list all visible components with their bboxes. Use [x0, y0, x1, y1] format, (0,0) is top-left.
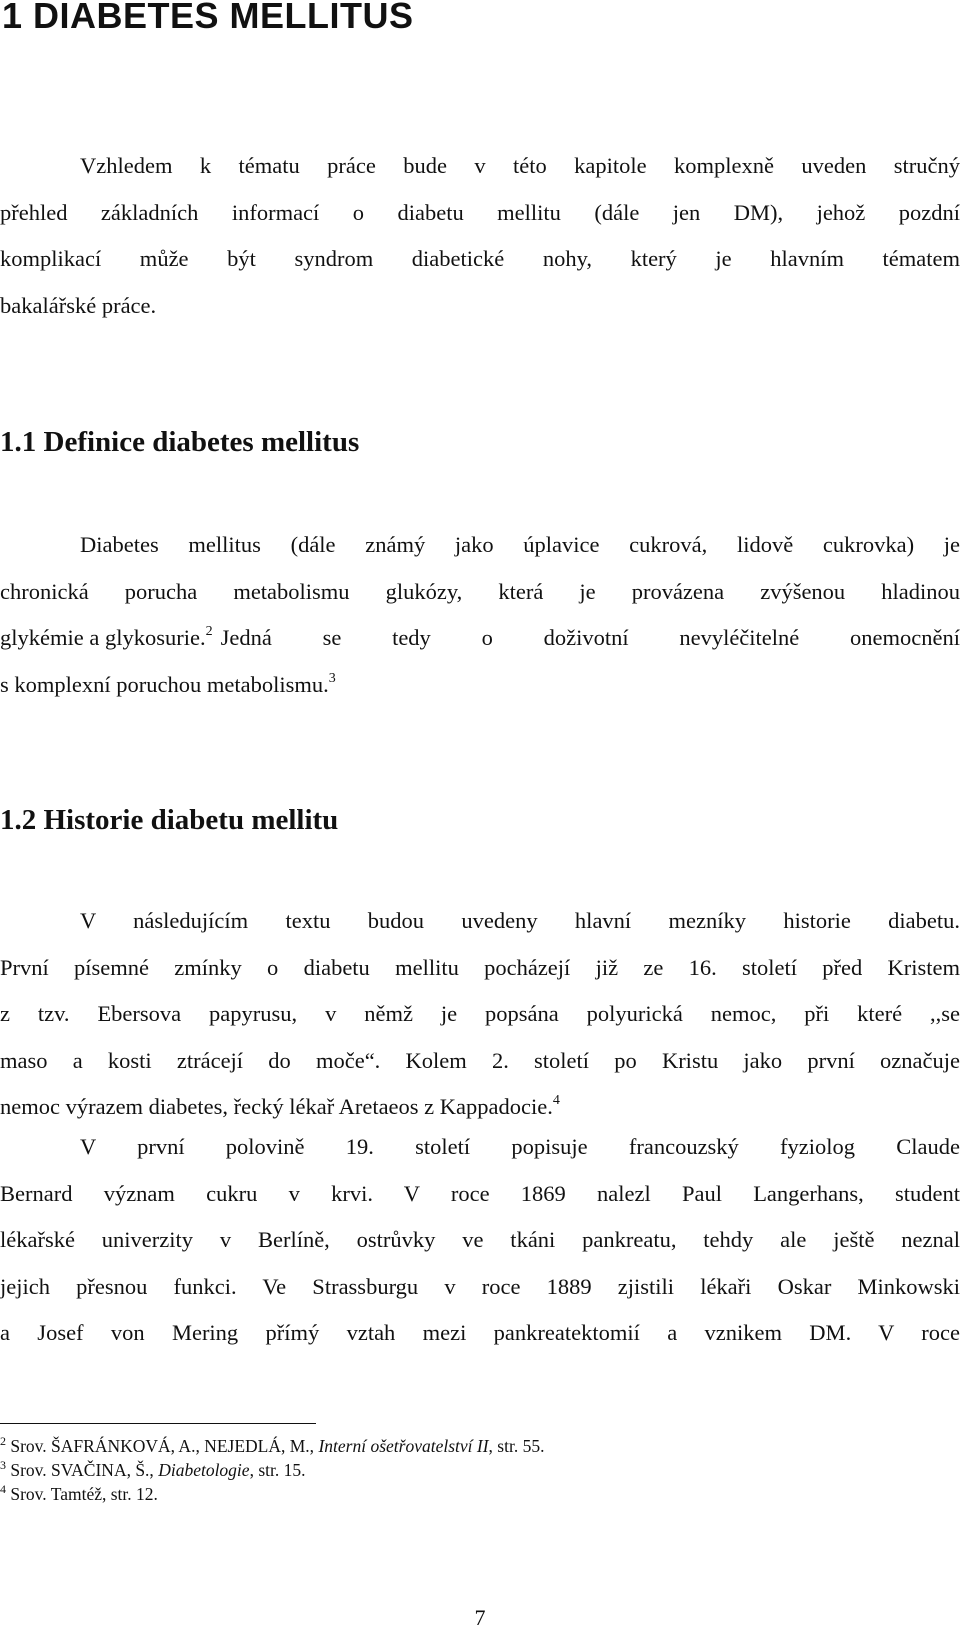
- history-paragraph-1: [0, 898, 960, 1131]
- section-title-definice: 1.1 Definice diabetes mellitus: [0, 426, 360, 458]
- footnote-title: Interní ošetřovatelství II: [318, 1436, 489, 1456]
- text-fragment: glykémie a glykosurie.: [0, 625, 206, 650]
- text-line: komplikací může být syndrom diabetické nohy, který je hlavním tématem: [0, 246, 960, 271]
- text-line: lékařské univerzity v Berlíně, ostrůvky ve tkáni pankreatu, tehdy ale ještě neznal: [0, 1227, 960, 1252]
- footnote-number: 2: [0, 1434, 6, 1448]
- definition-paragraph: [0, 522, 960, 708]
- text-line: Bernard význam cukru v krvi. V roce 1869 nalezl Paul Langerhans, student: [0, 1180, 960, 1206]
- text-line: přehled základních informací o diabetu mellitu (dále jen DM), jehož pozdní: [0, 199, 960, 225]
- footnotes: [0, 1434, 544, 1506]
- footnote-ref-2[interactable]: 2: [205, 624, 213, 639]
- footnote-number: 4: [0, 1482, 6, 1496]
- text-line: [0, 662, 960, 709]
- history-paragraph-2: [0, 1124, 960, 1357]
- footnote-number: 3: [0, 1458, 6, 1472]
- text-line: z tzv. Ebersova papyrusu, v němž je popsána polyurická nemoc, při které ,,se: [0, 1001, 960, 1026]
- footnote-ref-4[interactable]: 4: [552, 1093, 560, 1108]
- footnote-text: Srov. Tamtéž, str. 12.: [6, 1484, 158, 1504]
- footnote-title: Diabetologie: [158, 1460, 250, 1480]
- text-line: V první polovině 19. století popisuje francouzský fyziolog Claude: [80, 1134, 960, 1159]
- text-fragment: nemoc výrazem diabetes, řecký lékař Aretaeos z Kappadocie.: [0, 1094, 553, 1119]
- intro-paragraph: [0, 143, 960, 329]
- text-line: chronická porucha metabolismu glukózy, která je provázena zvýšenou hladinou: [0, 578, 960, 604]
- page-number: 7: [474, 1605, 486, 1630]
- footnote-3: [0, 1458, 544, 1482]
- text-line: bakalářské práce.: [0, 292, 157, 318]
- text-line: [0, 615, 960, 662]
- footnote-text: , str. 55.: [488, 1436, 545, 1456]
- section-title-historie: 1.2 Historie diabetu mellitu: [0, 804, 339, 836]
- footnote-4: [0, 1482, 544, 1506]
- chapter-title: 1 DIABETES MELLITUS: [2, 0, 414, 36]
- text-line: První písemné zmínky o diabetu mellitu pocházejí již ze 16. století před Kristem: [0, 954, 960, 980]
- text-line: a Josef von Mering přímý vztah mezi pankreatektomií a vznikem DM. V roce: [0, 1320, 960, 1345]
- text-line: Diabetes mellitus (dále známý jako úplavice cukrová, lidově cukrovka) je: [80, 532, 960, 557]
- footnote-text: Srov. ŠAFRÁNKOVÁ, A., NEJEDLÁ, M.,: [6, 1436, 319, 1456]
- text-fragment: Jedná se tedy o doživotní nevyléčitelné onemocnění: [220, 625, 960, 650]
- footnote-divider: [0, 1423, 316, 1424]
- footnote-ref-3[interactable]: 3: [328, 670, 336, 686]
- text-line: maso a kosti ztrácejí do moče“. Kolem 2. století po Kristu jako první označuje: [0, 1047, 960, 1073]
- text-line: V následujícím textu budou uvedeny hlavní mezníky historie diabetu.: [80, 908, 960, 933]
- text-line: Vzhledem k tématu práce bude v této kapitole komplexně uveden stručný: [80, 153, 960, 178]
- footnote-text: , str. 15.: [249, 1460, 306, 1480]
- footnote-text: Srov. SVAČINA, Š.,: [6, 1460, 159, 1480]
- text-fragment: s komplexní poruchou metabolismu.: [0, 671, 329, 697]
- footnote-2: [0, 1434, 544, 1458]
- text-line: jejich přesnou funkci. Ve Strassburgu v roce 1889 zjistili lékaři Oskar Minkowski: [0, 1273, 960, 1299]
